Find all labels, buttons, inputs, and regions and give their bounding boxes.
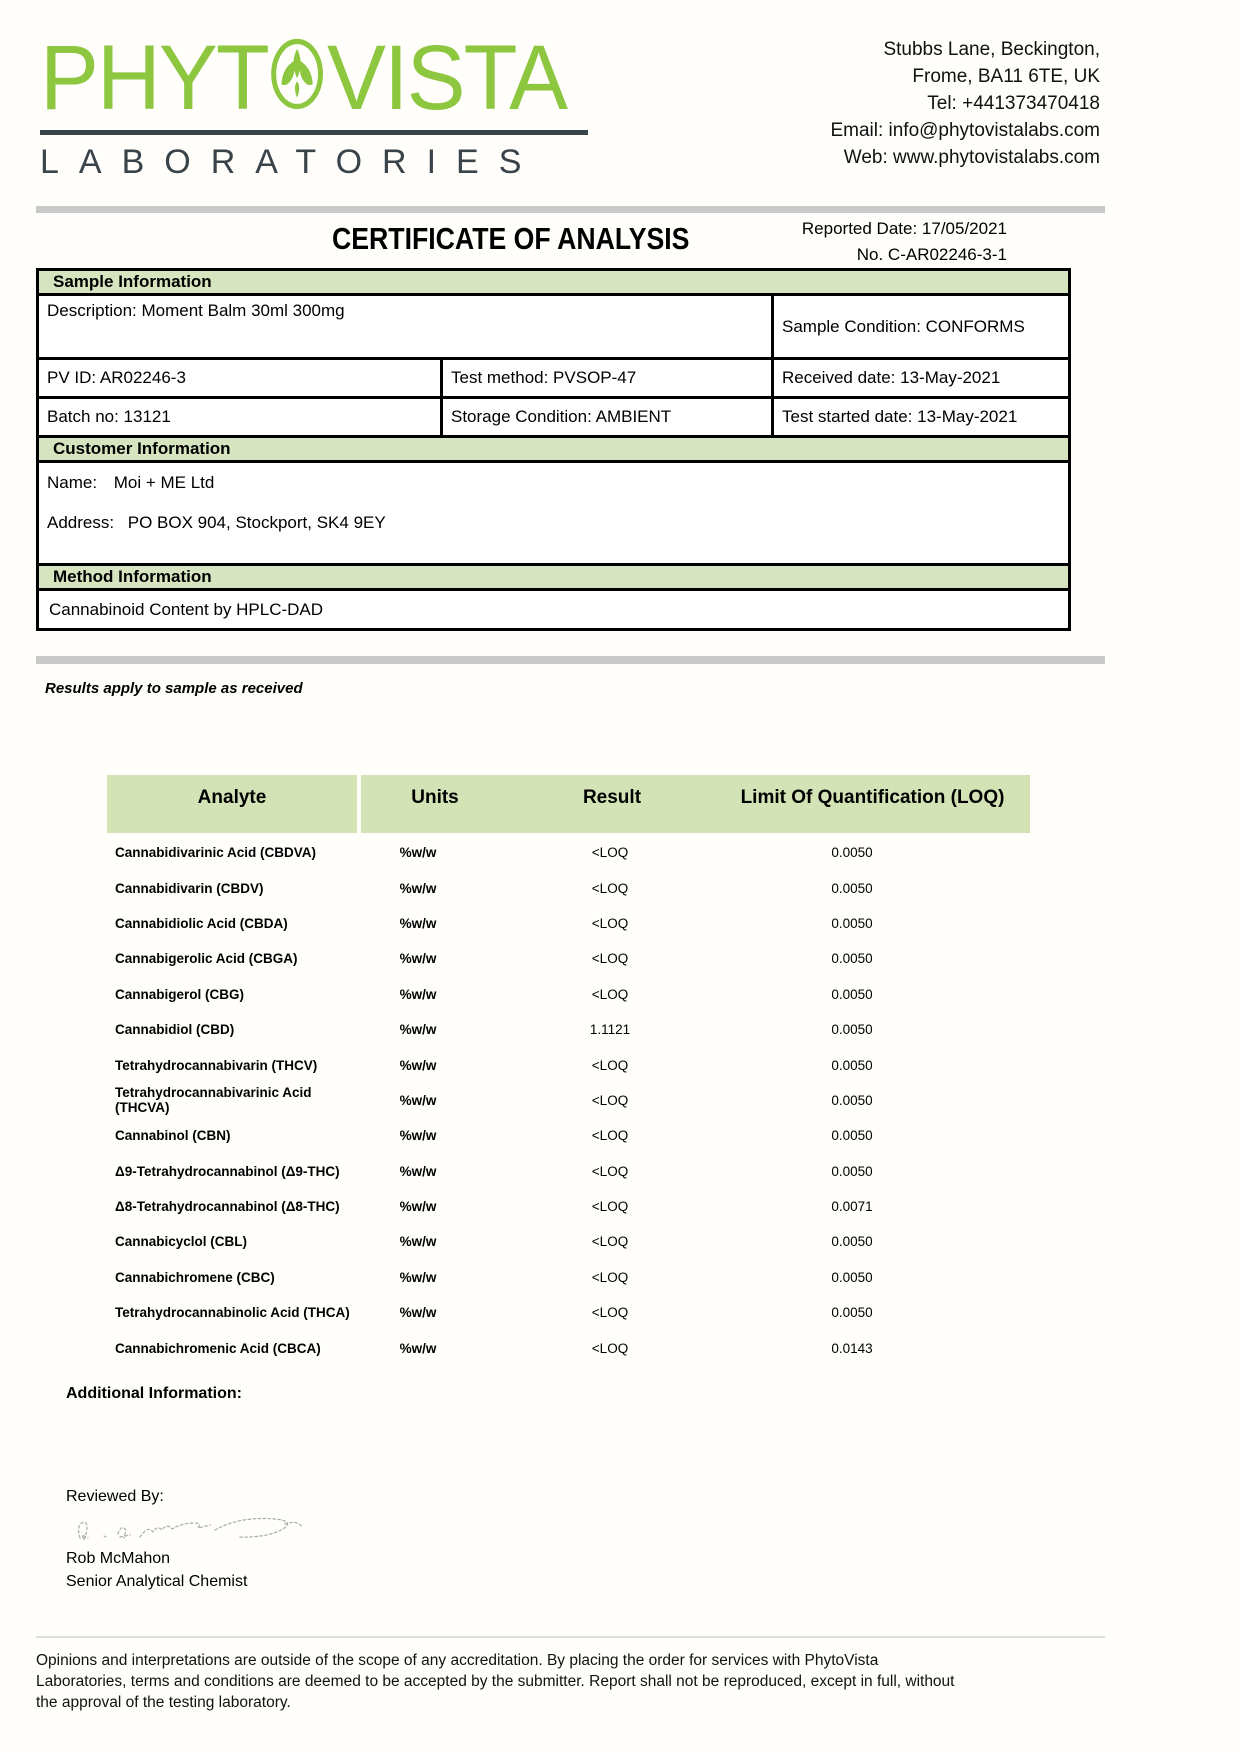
table-row bbox=[107, 1330, 1030, 1365]
analyte-result: <LOQ bbox=[591, 1128, 629, 1144]
column-header-units: Units bbox=[411, 787, 459, 808]
analyte-loq: 0.0050 bbox=[831, 1022, 873, 1038]
received-date: Received date: 13-May-2021 bbox=[782, 368, 1001, 387]
analyte-name: Cannabidiolic Acid (CBDA) bbox=[115, 915, 288, 931]
analyte-result: <LOQ bbox=[591, 1269, 629, 1285]
analyte-result: <LOQ bbox=[591, 986, 629, 1002]
certificate-number: No. C-AR02246-3-1 bbox=[856, 245, 1007, 264]
header-divider bbox=[36, 206, 1105, 213]
analyte-result: <LOQ bbox=[591, 951, 629, 967]
analyte-units: %w/w bbox=[399, 1199, 437, 1215]
pv-id: PV ID: AR02246-3 bbox=[39, 360, 443, 396]
logo-subtitle: LABORATORIES bbox=[40, 143, 542, 181]
footer-divider bbox=[36, 1636, 1105, 1638]
contact-web: Web: www.phytovistalabs.com bbox=[843, 147, 1100, 168]
sample-condition: Sample Condition: CONFORMS bbox=[782, 316, 1025, 336]
table-row bbox=[107, 941, 1030, 976]
analyte-loq: 0.0050 bbox=[831, 845, 873, 861]
sample-description: Description: Moment Balm 30ml 300mg bbox=[39, 296, 774, 357]
customer-name-line bbox=[47, 473, 1060, 493]
analyte-result: <LOQ bbox=[591, 1305, 629, 1321]
sample-ids-row bbox=[39, 360, 1068, 399]
analyte-name: Tetrahydrocannabivarinic Acid (THCVA) bbox=[115, 1085, 312, 1116]
analyte-result: 1.1121 bbox=[589, 1022, 631, 1038]
analyte-name: Tetrahydrocannabinolic Acid (THCA) bbox=[115, 1305, 350, 1321]
analyte-units: %w/w bbox=[399, 915, 437, 931]
customer-address-label: Address: bbox=[47, 513, 115, 532]
analyte-units: %w/w bbox=[399, 1092, 437, 1108]
analyte-units: %w/w bbox=[399, 880, 437, 896]
analyte-name: Cannabichromenic Acid (CBCA) bbox=[115, 1340, 321, 1356]
table-row bbox=[107, 1047, 1030, 1082]
table-row bbox=[107, 835, 1030, 870]
results-table-header-right bbox=[361, 775, 1030, 833]
analyte-units: %w/w bbox=[399, 1128, 437, 1144]
method-description: Cannabinoid Content by HPLC-DAD bbox=[49, 599, 324, 619]
results-rows bbox=[107, 835, 1030, 1366]
contact-phone: Tel: +441373470418 bbox=[927, 93, 1100, 114]
analyte-loq: 0.0050 bbox=[831, 1269, 873, 1285]
analyte-name: Cannabinol (CBN) bbox=[115, 1128, 231, 1144]
analyte-loq: 0.0050 bbox=[831, 986, 873, 1002]
test-started-date: Test started date: 13-May-2021 bbox=[782, 407, 1018, 426]
logo-wordmark bbox=[40, 26, 567, 129]
analyte-result: <LOQ bbox=[591, 1057, 629, 1073]
table-row bbox=[107, 1189, 1030, 1224]
analyte-units: %w/w bbox=[399, 951, 437, 967]
customer-details bbox=[39, 463, 1068, 563]
analyte-units: %w/w bbox=[399, 1269, 437, 1285]
analyte-units: %w/w bbox=[399, 1234, 437, 1250]
analyte-result: <LOQ bbox=[591, 845, 629, 861]
column-header-result: Result bbox=[582, 787, 642, 808]
analyte-loq: 0.0050 bbox=[831, 1092, 873, 1108]
analyte-loq: 0.0050 bbox=[831, 1163, 873, 1179]
company-logo bbox=[40, 26, 588, 182]
additional-information-label: Additional Information: bbox=[66, 1385, 242, 1402]
sample-batch-row bbox=[39, 399, 1068, 438]
batch-no: Batch no: 13121 bbox=[39, 399, 443, 435]
analyte-result: <LOQ bbox=[591, 1340, 629, 1356]
analyte-name: Cannabigerolic Acid (CBGA) bbox=[115, 951, 298, 967]
table-row bbox=[107, 1012, 1030, 1047]
analyte-name: Cannabichromene (CBC) bbox=[115, 1269, 275, 1285]
analyte-name: Cannabidiol (CBD) bbox=[115, 1022, 235, 1038]
table-row bbox=[107, 870, 1030, 905]
analyte-units: %w/w bbox=[399, 1340, 437, 1356]
analyte-units: %w/w bbox=[399, 1022, 437, 1038]
table-row bbox=[107, 1224, 1030, 1259]
reviewed-by-label: Reviewed By: bbox=[66, 1488, 164, 1505]
analyte-result: <LOQ bbox=[591, 1234, 629, 1250]
analyte-units: %w/w bbox=[399, 1057, 437, 1073]
analyte-name: Δ9-Tetrahydrocannabinol (Δ9-THC) bbox=[115, 1163, 340, 1179]
footer-disclaimer: Opinions and interpretations are outside of the scope of any accreditation. By placing the order for services with PhytoVista Laboratories, terms and conditions are deemed to be accepted by the submitter. Report shall not be reproduced, except in full, without the approval of the testing laboratory. bbox=[36, 1652, 955, 1711]
table-row bbox=[107, 1295, 1030, 1330]
analyte-units: %w/w bbox=[399, 1163, 437, 1179]
signature-image bbox=[70, 1506, 310, 1548]
report-meta bbox=[802, 216, 1007, 268]
analyte-name: Cannabigerol (CBG) bbox=[115, 986, 245, 1002]
table-row bbox=[107, 977, 1030, 1012]
analyte-name: Cannabidivarinic Acid (CBDVA) bbox=[115, 845, 317, 861]
analyte-result: <LOQ bbox=[591, 1199, 629, 1215]
test-method: Test method: PVSOP-47 bbox=[443, 360, 774, 396]
column-header-analyte: Analyte bbox=[107, 775, 357, 833]
analyte-loq: 0.0071 bbox=[831, 1199, 873, 1215]
analyte-result: <LOQ bbox=[591, 915, 629, 931]
analyte-loq: 0.0050 bbox=[831, 1128, 873, 1144]
analyte-name: Δ8-Tetrahydrocannabinol (Δ8-THC) bbox=[115, 1199, 340, 1215]
analyte-loq: 0.0050 bbox=[831, 880, 873, 896]
analyte-units: %w/w bbox=[399, 986, 437, 1002]
page-title: CERTIFICATE OF ANALYSIS bbox=[332, 221, 690, 256]
customer-name-label: Name: bbox=[47, 473, 98, 492]
logo-text-phyt: PHYT bbox=[40, 27, 268, 129]
analyte-loq: 0.0050 bbox=[831, 1057, 873, 1073]
column-header-loq: Limit Of Quantification (LOQ) bbox=[740, 787, 1005, 808]
analyte-loq: 0.0050 bbox=[831, 1305, 873, 1321]
customer-address-value: PO BOX 904, Stockport, SK4 9EY bbox=[127, 513, 386, 532]
reviewer-title: Senior Analytical Chemist bbox=[66, 1573, 248, 1590]
analyte-loq: 0.0050 bbox=[831, 951, 873, 967]
customer-address-line bbox=[47, 513, 1060, 533]
sample-description-row bbox=[39, 296, 1068, 360]
logo-divider bbox=[40, 130, 588, 135]
section-divider bbox=[36, 656, 1105, 664]
results-note: Results apply to sample as received bbox=[45, 680, 303, 697]
contact-address-line1: Stubbs Lane, Beckington, bbox=[883, 39, 1100, 60]
reported-date: Reported Date: 17/05/2021 bbox=[801, 219, 1007, 238]
analyte-result: <LOQ bbox=[591, 880, 629, 896]
section-header-sample-information: Sample Information bbox=[39, 271, 1068, 296]
table-row bbox=[107, 1154, 1030, 1189]
results-table-header bbox=[107, 775, 1030, 833]
analyte-name: Cannabicyclol (CBL) bbox=[115, 1234, 248, 1250]
section-header-method-information: Method Information bbox=[39, 563, 1068, 591]
reviewer-name: Rob McMahon bbox=[66, 1550, 171, 1567]
analyte-units: %w/w bbox=[399, 845, 437, 861]
leaf-icon bbox=[270, 26, 325, 122]
contact-email: Email: info@phytovistalabs.com bbox=[830, 120, 1100, 141]
section-header-customer-information: Customer Information bbox=[39, 438, 1068, 463]
logo-text-vista: VISTA bbox=[327, 27, 567, 129]
lab-contact-info bbox=[830, 36, 1100, 171]
storage-condition: Storage Condition: AMBIENT bbox=[443, 399, 774, 435]
table-row bbox=[107, 906, 1030, 941]
analyte-name: Cannabidivarin (CBDV) bbox=[115, 880, 264, 896]
contact-address-line2: Frome, BA11 6TE, UK bbox=[912, 66, 1100, 87]
analyte-loq: 0.0050 bbox=[831, 915, 873, 931]
table-row bbox=[107, 1118, 1030, 1153]
analyte-loq: 0.0050 bbox=[831, 1234, 873, 1250]
info-table bbox=[36, 268, 1071, 631]
table-row bbox=[107, 1083, 1030, 1118]
analyte-loq: 0.0143 bbox=[831, 1340, 873, 1356]
analyte-name: Tetrahydrocannabivarin (THCV) bbox=[115, 1057, 318, 1073]
analyte-result: <LOQ bbox=[591, 1092, 629, 1108]
customer-name-value: Moi + ME Ltd bbox=[113, 473, 215, 492]
table-row bbox=[107, 1260, 1030, 1295]
analyte-result: <LOQ bbox=[591, 1163, 629, 1179]
analyte-units: %w/w bbox=[399, 1305, 437, 1321]
